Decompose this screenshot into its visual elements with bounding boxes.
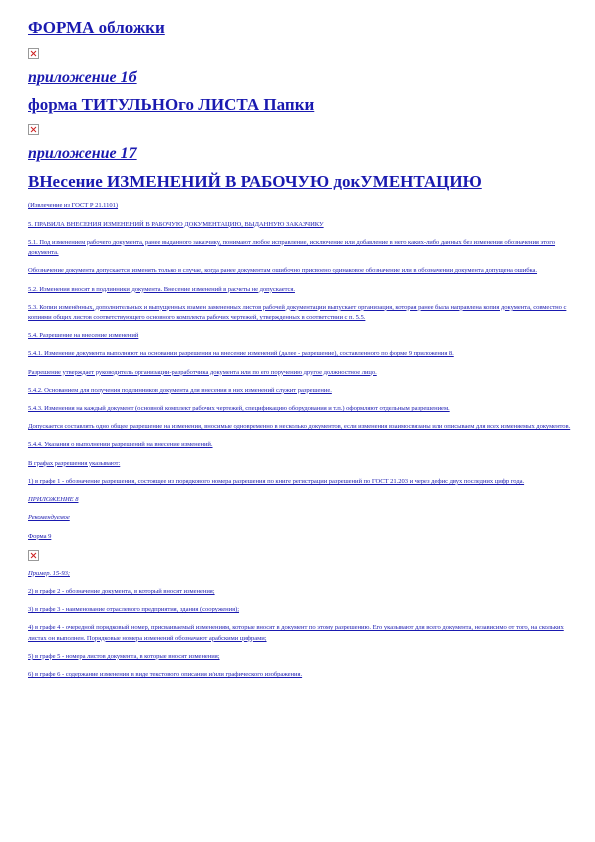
heading-title-sheet-form[interactable] — [28, 95, 573, 115]
paragraph-designation[interactable]: Обозначение документа допускается изменять только в случае, когда ранее документам ошибочно присвоено одинаковое обозначение или в обозначении документа допущена ошибка. — [28, 267, 538, 275]
paragraph-5-4-4[interactable]: 5.4.4. Указания о выполнении разрешений на внесение изменений. — [28, 441, 213, 449]
paragraph-column-3[interactable]: 3) в графе 3 - наименование отраслевого предприятия, здания (сооружения); — [28, 606, 240, 614]
paragraph-column-1[interactable]: 1) в графе 1 - обозначение разрешения, состоящее из порядкового номера разрешения по книге регистрации разрешений по ГОСТ 21.203 и через дефис двух последних цифр года. — [28, 477, 525, 485]
paragraph-5-3[interactable]: 5.3. Копии изменённых, дополнительных и выпущенных взамен замененных листов рабочей документации выпускает организация, которая ранее была направлена копия документа, совместно с копиями общих листов соответствующего основного комплекта рабочих чертежей, утвержденных в соответствии с п. 5.5. — [28, 303, 567, 321]
heading-title-sheet-form-link[interactable]: форма ТИТУЛЬНОго ЛИСТА Папки — [28, 94, 315, 114]
paragraph-column-4[interactable]: 4) в графе 4 - очередной порядковый номер, присваиваемый изменениям, которые вносят в документ по этому разрешению. Его указывают для всего документа, независимо от того, на скольких листах он выполнен. Порядковые номера изменений обозначают арабскими цифрами; — [28, 624, 564, 642]
paragraph-recommended[interactable]: Рекомендуемое — [28, 514, 70, 522]
broken-image-icon — [28, 124, 39, 135]
heading-changes[interactable] — [28, 172, 573, 192]
heading-appendix-17[interactable] — [28, 145, 573, 163]
heading-appendix-17-link[interactable]: приложение 17 — [28, 145, 137, 163]
broken-image-icon — [28, 550, 39, 561]
heading-appendix-16b-link[interactable]: приложение 1б — [28, 68, 137, 86]
paragraph-5-4-2[interactable]: 5.4.2. Основанием для получения подлинников документа для внесения в них изменений служит разрешение. — [28, 386, 332, 394]
paragraph-column-2[interactable]: 2) в графе 2 - обозначение документа, в который вносят изменения; — [28, 588, 215, 596]
paragraph-columns-intro[interactable]: В графах разрешения указывают: — [28, 459, 121, 467]
paragraph-approval[interactable]: Разрешение утверждает руководитель организации-разработчика документа или по его поручению другое должностное лицо. — [28, 368, 377, 376]
paragraph-appendix-8[interactable]: ПРИЛОЖЕНИЕ 8 — [28, 496, 79, 504]
paragraph-5-2[interactable]: 5.2. Изменения вносят в подлинники документа. Внесение изменений в расчеты не допускается. — [28, 285, 295, 293]
document-page — [28, 18, 573, 680]
heading-cover-form[interactable] — [28, 18, 573, 38]
paragraph-column-6[interactable]: 6) в графе 6 - содержание изменения в виде текстового описания и/или графического изображения. — [28, 671, 303, 679]
heading-cover-form-link[interactable]: ФОРМА обложки — [28, 18, 165, 37]
paragraph-5-4-3[interactable]: 5.4.3. Изменения на каждый документ (основной комплект рабочих чертежей, спецификацию оборудования и т.п.) оформляют отдельным разрешением. — [28, 405, 450, 413]
heading-appendix-16b[interactable] — [28, 69, 573, 87]
paragraph-5-4[interactable]: 5.4. Разрешение на внесение изменений — [28, 332, 139, 340]
paragraph-5-1[interactable]: 5.1. Под изменением рабочего документа, ранее выданного заказчику, понимают любое исправление, исключение или добавление в него каких-либо данных без изменения обозначения этого документа. — [28, 238, 556, 257]
paragraph-5-4-1[interactable]: 5.4.1. Изменение документа выполняют на основании разрешения на внесение изменений (далее - разрешение), составленного по форме 9 приложения 8. — [28, 350, 454, 358]
broken-image-icon — [28, 48, 39, 59]
paragraph-section-5[interactable]: 5. ПРАВИЛА ВНЕСЕНИЯ ИЗМЕНЕНИЙ В РАБОЧУЮ ДОКУМЕНТАЦИЮ, ВЫДАННУЮ ЗАКАЗЧИКУ — [28, 220, 324, 228]
heading-changes-link[interactable]: ВНесение ИЗМЕНЕНИЙ В РАБОЧУЮ докУМЕНТАЦИЮ — [28, 171, 482, 191]
paragraph-example[interactable]: Пример. 15-93; — [28, 569, 70, 577]
paragraph-form-9[interactable]: Форма 9 — [28, 532, 52, 540]
paragraph-common-permit[interactable]: Допускается составлять одно общее разрешение на изменения, вносимые одновременно в несколько документов, если изменения взаимосвязаны или описываем для всех изменяемых документов. — [28, 423, 571, 431]
paragraph-column-5[interactable]: 5) в графе 5 - номера листов документа, в которые вносят изменения; — [28, 652, 220, 660]
paragraph-source[interactable]: (Извлечение из ГОСТ Р 21.1101) — [28, 202, 119, 210]
